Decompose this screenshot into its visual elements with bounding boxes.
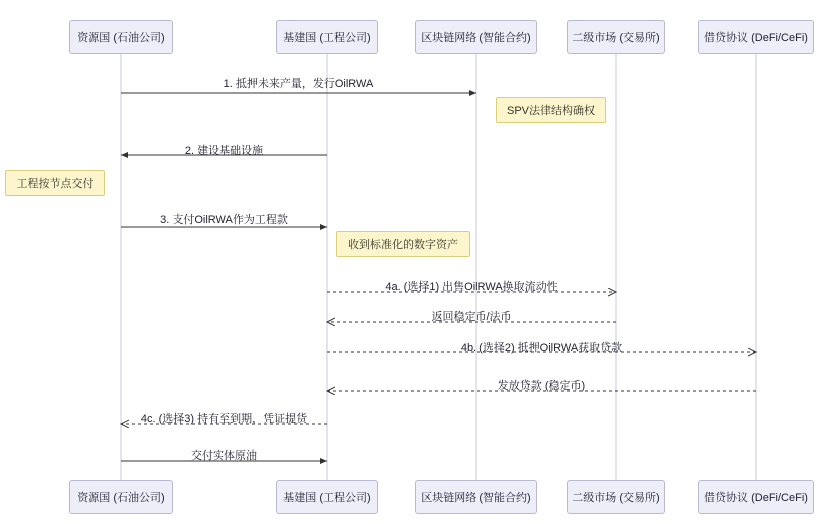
actor-box: 借贷协议 (DeFi/CeFi) <box>698 20 814 54</box>
note-box: SPV法律结构确权 <box>496 97 606 123</box>
actor-box: 借贷协议 (DeFi/CeFi) <box>698 480 814 514</box>
actor-box: 区块链网络 (智能合约) <box>415 20 537 54</box>
message-label: 4b. (选择2) 抵押OilRWA获取贷款 <box>460 342 623 354</box>
message-label: 交付实体原油 <box>191 450 257 462</box>
actor-box: 基建国 (工程公司) <box>276 20 378 54</box>
note-box: 工程按节点交付 <box>5 170 105 196</box>
actor-box: 资源国 (石油公司) <box>69 480 173 514</box>
note-box: 收到标准化的数字资产 <box>336 231 470 257</box>
message-label: 2. 建设基础设施 <box>184 145 264 157</box>
actor-box: 区块链网络 (智能合约) <box>415 480 537 514</box>
actor-box: 资源国 (石油公司) <box>69 20 173 54</box>
message-label: 4a. (选择1) 出售OilRWA换取流动性 <box>385 281 558 293</box>
actor-box: 二级市场 (交易所) <box>567 480 665 514</box>
message-label: 发放贷款 (稳定币) <box>497 380 586 392</box>
message-label: 返回稳定币/法币 <box>431 311 512 323</box>
actor-box: 基建国 (工程公司) <box>276 480 378 514</box>
actor-box: 二级市场 (交易所) <box>567 20 665 54</box>
message-label: 1. 抵押未来产量，发行OilRWA <box>223 78 374 90</box>
message-label: 3. 支付OilRWA作为工程款 <box>160 214 288 226</box>
message-label: 4c. (选择3) 持有至到期，凭证提货 <box>140 413 308 425</box>
